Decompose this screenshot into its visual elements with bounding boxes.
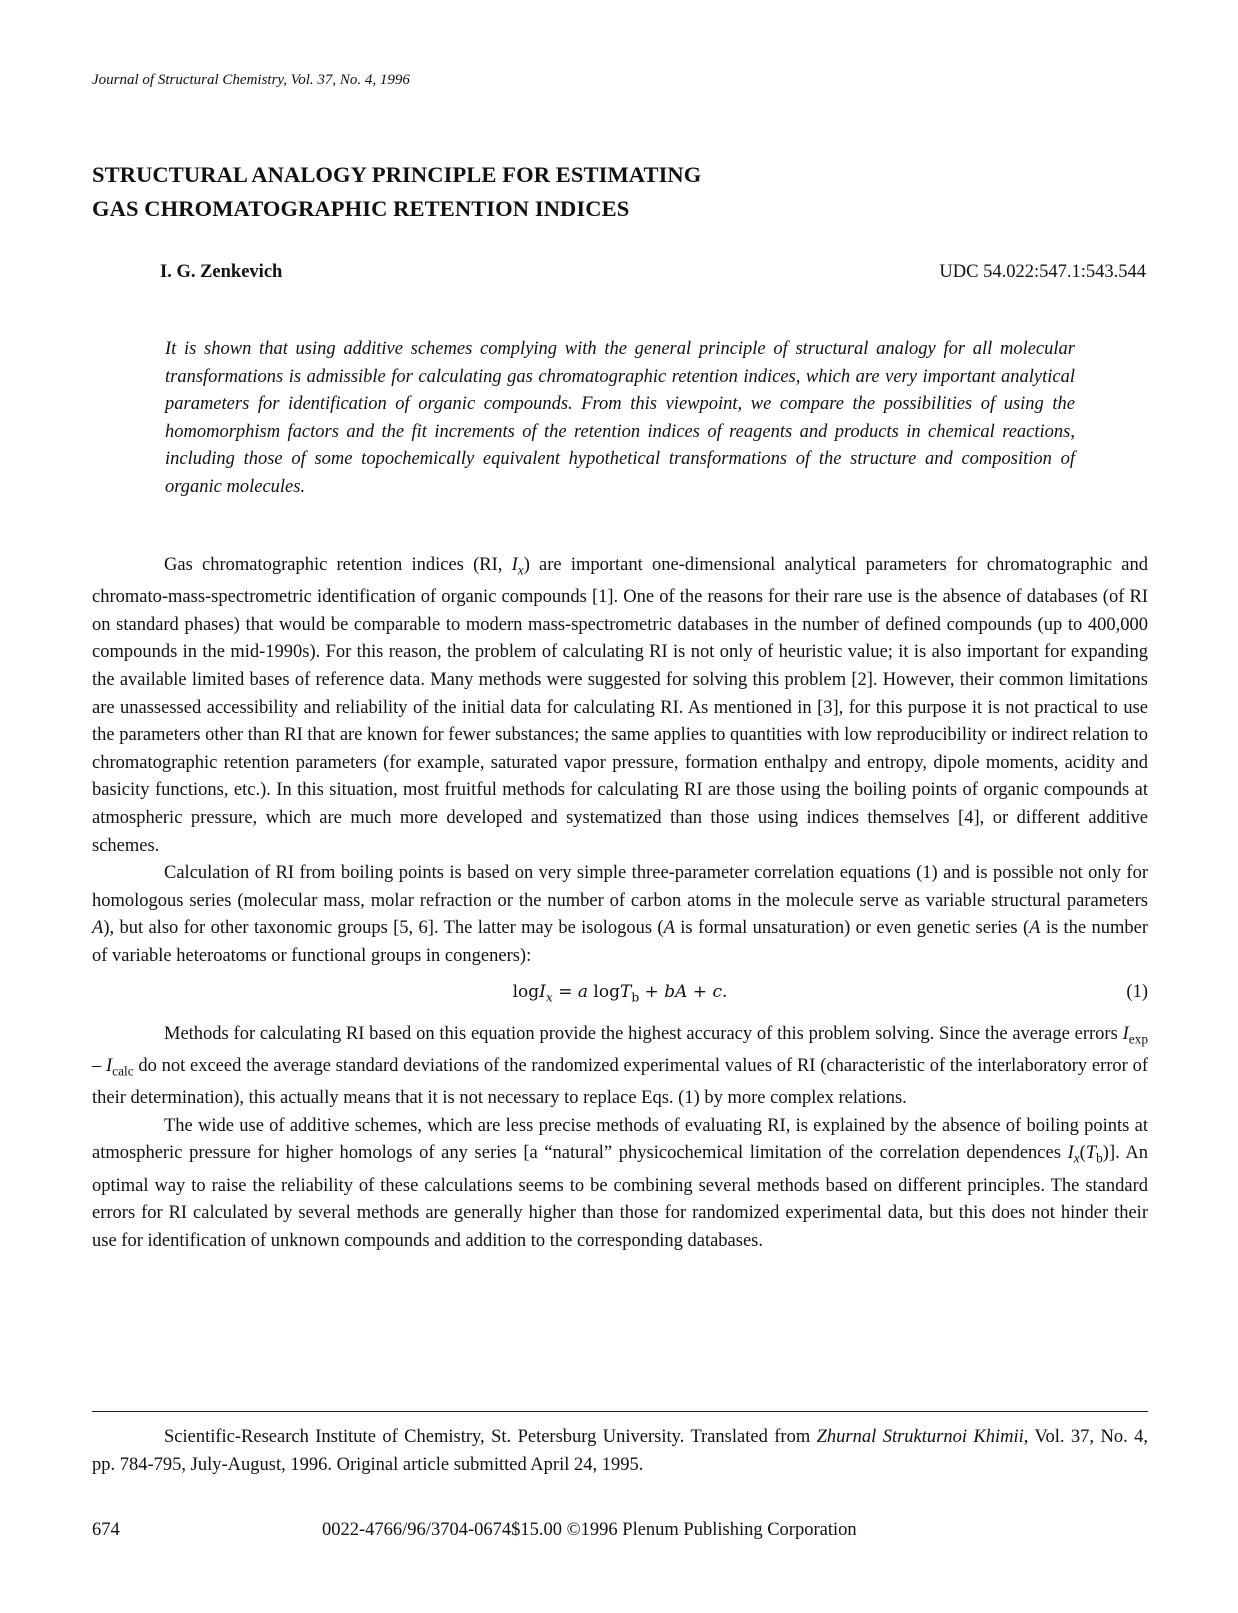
journal-header: Journal of Structural Chemistry, Vol. 37, No. 4, 1996	[92, 72, 410, 88]
author-name: I. G. Zenkevich	[160, 262, 283, 282]
publisher-line: 0022-4766/96/3704-0674$15.00 ©1996 Plenum Publishing Corporation	[322, 1520, 857, 1540]
paragraph-2: Calculation of RI from boiling points is based on very simple three-parameter correlation equations (1) and is possible not only for homologous series (molecular mass, molar refraction or the number of carbon atoms in the molecule serve as variable structural parameters A), but also for other taxonomic groups [5, 6]. The latter may be isologous (A is formal unsaturation) or even genetic series (A is the number of variable heteroatoms or functional groups in congeners):	[92, 863, 1149, 966]
paragraph-3: Methods for calculating RI based on this equation provide the highest accuracy of this problem solving. Since the average errors $I_{exp} - I_{calc}$ do not exceed the average standard deviations of the randomized experimental values of RI (characteristic of the interlaboratory error of their determination), this actually means that it is not necessary to replace Eqs. (1) by more complex relations.	[92, 1023, 1148, 1109]
equation-number: (1)	[1126, 981, 1148, 1002]
page-number: 674	[92, 1520, 120, 1540]
equation-body: logI$_x$ = a logT$_b$ + bA + c.	[512, 981, 728, 1004]
paragraph-4: The wide use of additive schemes, which are less precise methods of evaluating RI, is explained by the absence of boiling points at atmospheric pressure for higher homologs of any series [a “natural” physicochemical limitation of the correlation dependences $I_x(T_b)$]. An optimal way to raise the reliability of these calculations seems to be combining several methods based on different principles. The standard errors for RI calculated by several methods are generally higher than those for randomized experimental data, but this does not hinder their use for identification of unknown compounds and addition to the corresponding databases.	[92, 1115, 1148, 1251]
udc-code: UDC 54.022:547.1:543.544	[939, 262, 1146, 282]
equation-1	[92, 971, 1148, 1021]
body-text	[92, 552, 1148, 1255]
footnote: Scientific-Research Institute of Chemistry, St. Petersburg University. Translated from Zhurnal Strukturnoi Khimii, Vol. 37, No. 4, pp. 784-795, July-August, 1996. Original article submitted April 24, 1995.	[92, 1427, 1148, 1475]
footnote-divider	[92, 1411, 1148, 1412]
title-line-2: GAS CHROMATOGRAPHIC RETENTION INDICES	[92, 196, 630, 221]
paragraph-1: Gas chromatographic retention indices (RI, $I_x$) are important one-dimensional analytical parameters for chromatographic and chromato-mass-spectrometric identification of organic compounds [1]. One of the reasons for their rare use is the absence of databases (of RI on standard phases) that would be comparable to modern mass-spectrometric databases in the number of defined compounds (up to 400,000 compounds in the mid-1990s). For this reason, the problem of calculating RI is not only of heuristic value; it is also important for expanding the available limited bases of reference data. Many methods were suggested for solving this problem [2]. However, their common limitations are unassessed accessibility and reliability of the initial data for calculating RI. As mentioned in [3], for this purpose it is not practical to use the parameters other than RI that are known for fewer substances; the same applies to quantities with low reproducibility or indirect relation to chromatographic retention parameters (for example, saturated vapor pressure, formation enthalpy and entropy, dipole moments, acidity and basicity functions, etc.). In this situation, most fruitful methods for calculating RI are those using the boiling points of organic compounds at atmospheric pressure, which are much more developed and systematized than those using indices themselves [4], or different additive schemes.	[92, 555, 1148, 856]
title-line-1: STRUCTURAL ANALOGY PRINCIPLE FOR ESTIMATING	[92, 162, 702, 187]
article-title	[92, 158, 701, 226]
abstract: It is shown that using additive schemes complying with the general principle of structural analogy for all molecular transformations is admissible for calculating gas chromatographic retention indices, which are very important analytical parameters for identification of organic compounds. From this viewpoint, we compare the possibilities of using the homomorphism factors and the fit increments of the retention indices of reagents and products in chemical reactions, including those of some topochemically equivalent hypothetical transformations of the structure and composition of organic molecules.	[165, 339, 1075, 497]
